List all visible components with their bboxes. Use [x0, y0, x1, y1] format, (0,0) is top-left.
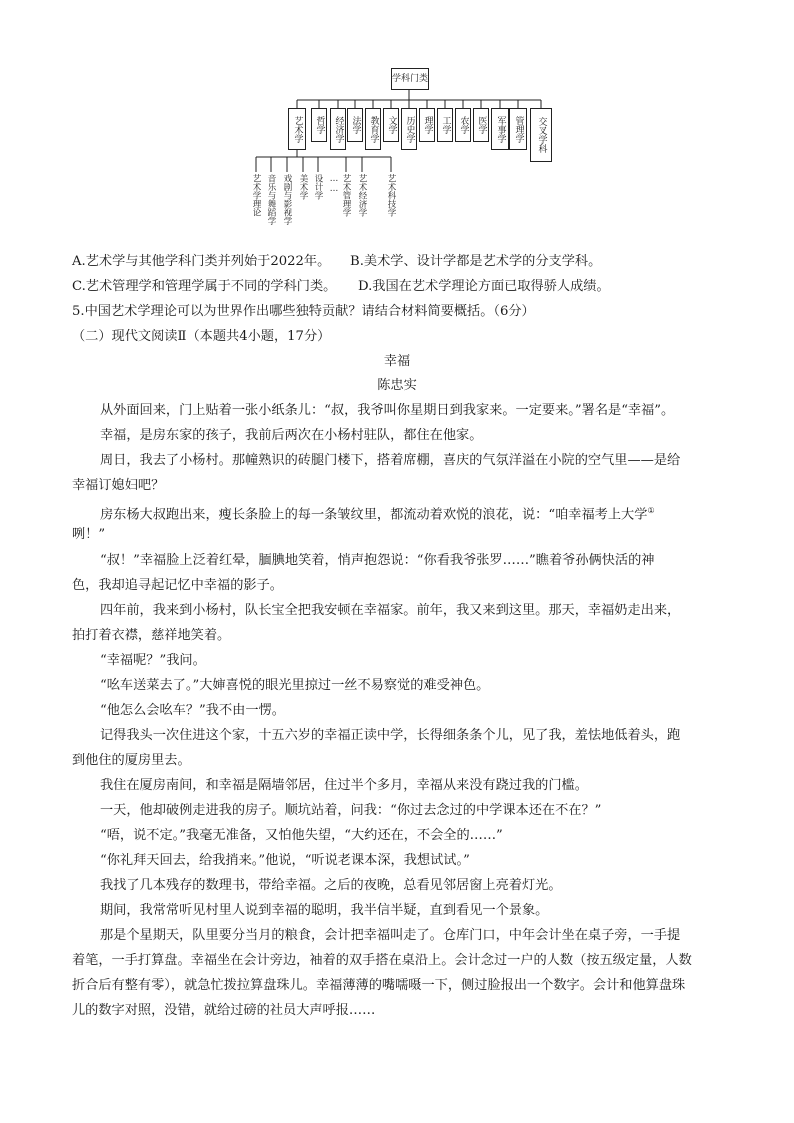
art-subject-fine-arts: 美术学: [298, 174, 308, 200]
paragraph-line: 折合后有整有零），就急忙拨拉算盘珠儿。幸福薄薄的嘴嚅嗫一下，侧过脸报出一个数字。会计和他算盘珠: [72, 978, 686, 993]
paragraph-line: “你礼拜天回去，给我捎来。”他说，“听说老课本深，我想试试。”: [100, 853, 470, 868]
category-node-literature: 文学: [383, 108, 399, 142]
category-node-interdisciplinary: 交叉学科: [530, 108, 552, 162]
article-author: 陈忠实: [377, 378, 417, 393]
option-d: D.我国在艺术学理论方面已取得骄人成绩。: [358, 279, 610, 294]
paragraph-line: “唔，说不定。”我毫无准备，又怕他失望，“大约还在，不会全的……”: [100, 828, 503, 843]
category-node-agriculture: 农学: [455, 108, 471, 142]
art-subject-design: 设计学: [313, 174, 323, 200]
paragraph-line: 幸福订媳妇吧？: [72, 478, 165, 493]
paragraph-line: 着笔，一手打算盘。幸福坐在会计旁边，袖着的双手搭在桌沿上。会计念过一户的人数（按五级定量，人数: [72, 953, 692, 968]
paragraph-line: “他怎么会吆车？”我不由一愣。: [100, 703, 285, 718]
option-b: B.美术学、设计学都是艺术学的分支学科。: [350, 254, 602, 269]
art-subject-management: 艺术管理学: [341, 174, 351, 217]
category-node-education: 教育学: [365, 108, 381, 150]
art-subject-technology: 艺术科技学: [386, 174, 396, 217]
discipline-tree-diagram: [0, 0, 794, 250]
option-c: C.艺术管理学和管理学属于不同的学科门类。: [72, 279, 337, 294]
art-subject-music-dance: 音乐与舞蹈学: [266, 174, 276, 225]
paragraph-line: “吆车送菜去了。”大婶喜悦的眼光里掠过一丝不易察觉的难受神色。: [100, 678, 490, 693]
footnote-mark: ①: [647, 506, 655, 515]
paragraph-line: 幸福，是房东家的孩子，我前后两次在小杨村驻队，都住在他家。: [100, 428, 483, 443]
category-node-military: 军事学: [491, 108, 509, 150]
section-heading: （二）现代文阅读Ⅱ（本题共4小题，17分）: [72, 329, 331, 344]
option-a: A.艺术学与其他学科门类并列始于2022年。: [72, 254, 331, 269]
paragraph-line: “幸福呢？”我问。: [100, 653, 206, 668]
paragraph-line: 我住在厦房南间，和幸福是隔墙邻居，住过半个多月，幸福从来没有跷过我的门槛。: [100, 778, 588, 793]
paragraph-line: 拍打着衣襟，慈祥地笑着。: [72, 628, 231, 643]
question-5: 5.中国艺术学理论可以为世界作出哪些独特贡献？请结合材料简要概括。（6分）: [72, 304, 535, 319]
category-node-medicine: 医学: [473, 108, 489, 142]
category-node-economics: 经济学: [330, 108, 346, 150]
paragraph-line: 记得我头一次住进这个家，十五六岁的幸福正读中学，长得细条条个儿，见了我，羞怯地低着头，跑: [100, 728, 681, 743]
category-node-engineering: 工学: [437, 108, 453, 142]
paragraph-line: 咧！”: [72, 527, 106, 542]
diagram-root-node: 学科门类: [391, 68, 429, 90]
paragraph-line: 一天，他却破例走进我的房子。顺坑站着，问我：“你过去念过的中学课本还在不在？”: [100, 803, 602, 818]
article-title: 幸福: [383, 354, 411, 369]
paragraph-line: 期间，我常常听见村里人说到幸福的聪明，我半信半疑，直到看见一个景象。: [100, 903, 549, 918]
paragraph-line: 四年前，我来到小杨村，队长宝全把我安顿在幸福家。前年，我又来到这里。那天，幸福奶走出来，: [100, 603, 681, 618]
paragraph-line: 周日，我去了小杨村。那幢熟识的砖腿门楼下，搭着席棚，喜庆的气氛洋溢在小院的空气里——是给: [100, 453, 681, 468]
paragraph-line: 我找了几本残存的数理书，带给幸福。之后的夜晚，总看见邻居窗上亮着灯光。: [100, 878, 562, 893]
category-node-art: 艺术学: [288, 108, 306, 150]
category-node-law: 法学: [347, 108, 363, 142]
paragraph-line: 到他住的厦房里去。: [72, 753, 191, 768]
art-subject-economics: 艺术经济学: [357, 174, 367, 217]
paragraph-line: 儿的数字对照，没错，就给过磅的社员大声呼报……: [72, 1003, 376, 1018]
category-node-history: 历史学: [401, 108, 417, 150]
paragraph-line: “叔！”幸福脸上泛着红晕，腼腆地笑着，悄声抱怨说：“你看我爷张罗……”瞧着爷孙俩快活的神: [100, 553, 655, 568]
art-subject-theory: 艺术学理论: [251, 174, 261, 217]
art-subject-ellipsis: ……: [329, 174, 339, 194]
paragraph-line: 房东杨大叔跑出来，瘦长条脸上的每一条皱纹里，都流动着欢悦的浪花，说：“咱幸福考上大学①: [100, 506, 655, 523]
art-subject-drama-film: 戏剧与影视学: [282, 174, 292, 225]
paragraph-line: 那是个星期天，队里要分当月的粮食，会计把幸福叫走了。仓库门口，中年会计坐在桌子旁，一手提: [100, 928, 681, 943]
category-node-philosophy: 哲学: [311, 108, 327, 142]
category-node-science: 理学: [419, 108, 435, 142]
paragraph-line: 色，我却追寻起记忆中幸福的影子。: [72, 578, 283, 593]
paragraph-line: 从外面回来，门上贴着一张小纸条儿：“叔，我爷叫你星期日到我家来。一定要来。”署名是“幸福”。: [100, 403, 675, 418]
category-node-management: 管理学: [509, 108, 527, 150]
